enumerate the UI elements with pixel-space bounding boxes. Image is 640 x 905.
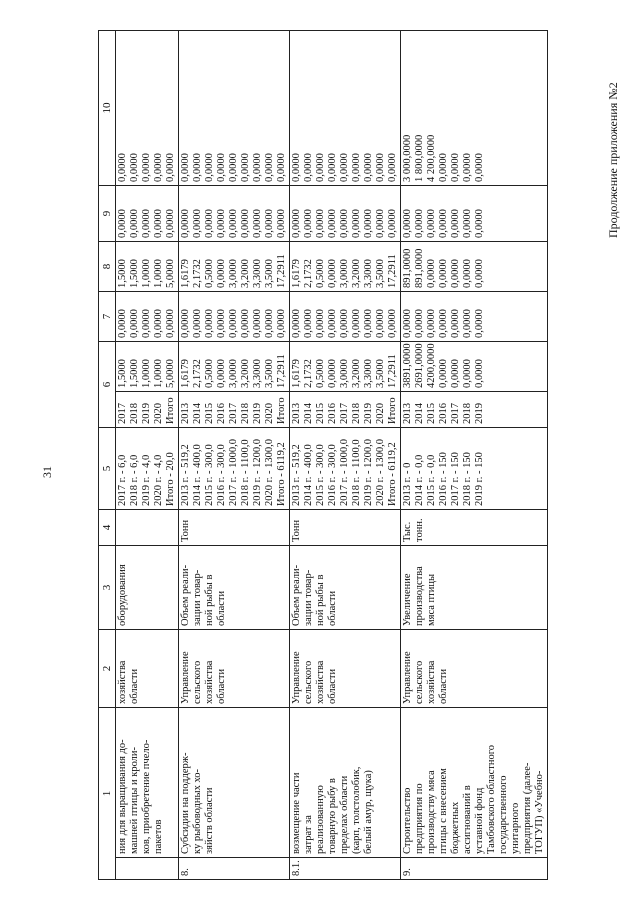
total-funding-cell: [116, 342, 179, 392]
indicator-values-cell-value: 2020 г. - 1300,0: [375, 439, 386, 506]
local-budget-cell-value: 0,0000: [363, 209, 374, 238]
extrabudgetary-cell-value: 0,0000: [252, 153, 263, 182]
federal-budget-cell-value: 0,0000: [117, 309, 128, 338]
regional-budget-cell-value: 3,3000: [252, 259, 263, 288]
indicator-values-cell-value: 2019 г. - 1200,0: [252, 439, 263, 506]
year-cell: [116, 392, 179, 428]
regional-budget-cell-value: 3,5000: [375, 259, 386, 288]
federal-budget-cell-value: 0,0000: [264, 309, 275, 338]
federal-budget-cell-value: 0,0000: [462, 309, 473, 338]
federal-budget-cell-value: 0,0000: [252, 309, 263, 338]
federal-budget-cell-value: 0,0000: [129, 309, 140, 338]
program-table: [98, 30, 548, 880]
federal-budget-cell: [116, 292, 179, 342]
regional-budget-cell: [116, 242, 179, 292]
extrabudgetary-cell-value: 0,0000: [276, 153, 287, 182]
indicator-values-cell-value: 2019 г. - 1200,0: [363, 439, 374, 506]
local-budget-cell-value: 0,0000: [153, 209, 164, 238]
regional-budget-cell-value: 3,2000: [351, 259, 362, 288]
indicator-values-cell: [290, 428, 401, 510]
regional-budget-cell: [179, 242, 290, 292]
regional-budget-cell-value: 0,0000: [216, 259, 227, 288]
extrabudgetary-cell-value: 0,0000: [141, 153, 152, 182]
local-budget-cell-value: 0,0000: [165, 209, 176, 238]
federal-budget-cell-value: 0,0000: [375, 309, 386, 338]
total-funding-cell-value: 5,0000: [165, 359, 176, 388]
local-budget-cell-value: 0,0000: [315, 209, 326, 238]
local-budget-cell-value: 0,0000: [192, 209, 203, 238]
federal-budget-cell-value: 0,0000: [363, 309, 374, 338]
regional-budget-cell-value: 3,0000: [228, 259, 239, 288]
year-cell-value: 2013: [402, 403, 413, 424]
regional-budget-cell-value: 2,1732: [192, 259, 203, 288]
row-number-cell: [116, 858, 179, 880]
indicator-values-cell-value: Итого - 6119,2: [276, 442, 287, 506]
indicator-values-cell-value: 2014 г. - 0,0: [414, 454, 425, 506]
local-budget-cell-value: 0,0000: [387, 209, 398, 238]
extrabudgetary-cell: [401, 31, 548, 186]
year-cell-value: 2019: [363, 403, 374, 424]
local-budget-cell-value: 0,0000: [327, 209, 338, 238]
header-cell-6: 6: [99, 342, 116, 428]
indicator-values-cell-value: 2019 г. - 150: [474, 452, 485, 506]
regional-budget-cell-value: 891,0000: [414, 248, 425, 288]
regional-budget-cell-value: 5,0000: [165, 259, 176, 288]
regional-budget-cell-value: 1,6179: [291, 259, 302, 288]
year-cell-value: 2016: [216, 403, 227, 424]
table-header-row: [99, 31, 116, 880]
total-funding-cell-value: 0,0000: [216, 359, 227, 388]
year-cell-value: 2016: [327, 403, 338, 424]
year-cell-value: 2019: [141, 403, 152, 424]
extrabudgetary-cell-value: 0,0000: [474, 153, 485, 182]
table-row: [116, 31, 179, 880]
regional-budget-cell-value: 2,1732: [303, 259, 314, 288]
indicator-values-cell-value: Итого - 6119,2: [387, 442, 398, 506]
indicator-values-cell-value: 2016 г. - 150: [438, 452, 449, 506]
year-cell-value: 2014: [303, 403, 314, 424]
extrabudgetary-cell-value: 0,0000: [216, 153, 227, 182]
indicator-cell: оборудования: [116, 546, 179, 630]
local-budget-cell-value: 0,0000: [438, 209, 449, 238]
extrabudgetary-cell-value: 0,0000: [264, 153, 275, 182]
extrabudgetary-cell-value: 0,0000: [192, 153, 203, 182]
indicator-values-cell-value: 2020 г. - 1300,0: [264, 439, 275, 506]
federal-budget-cell-value: 0,0000: [141, 309, 152, 338]
year-cell-value: 2015: [204, 403, 215, 424]
regional-budget-cell: [401, 242, 548, 292]
header-cell-8: 8: [99, 242, 116, 292]
local-budget-cell-value: 0,0000: [450, 209, 461, 238]
indicator-cell: Объем реали- зации товар- ной рыбы в области: [290, 546, 401, 630]
year-cell-value: 2018: [240, 403, 251, 424]
regional-budget-cell-value: 0,5000: [315, 259, 326, 288]
total-funding-cell-value: 17,2911: [387, 354, 398, 388]
total-funding-cell-value: 3,0000: [339, 359, 350, 388]
federal-budget-cell-value: 0,0000: [165, 309, 176, 338]
local-budget-cell: [116, 186, 179, 242]
regional-budget-cell-value: 17,2911: [276, 254, 287, 288]
total-funding-cell-value: 0,0000: [327, 359, 338, 388]
extrabudgetary-cell-value: 0,0000: [117, 153, 128, 182]
regional-budget-cell-value: 3,3000: [363, 259, 374, 288]
federal-budget-cell-value: 0,0000: [180, 309, 191, 338]
activity-name-cell: ния для выращивания до- машней птицы и кроли- ков, приобретение пчело- пакетов: [116, 708, 179, 858]
indicator-values-cell-value: 2014 г. - 400,0: [192, 444, 203, 506]
year-cell-value: 2016: [438, 403, 449, 424]
regional-budget-cell-value: 0,0000: [450, 259, 461, 288]
row-number-cell: 8.: [179, 858, 290, 880]
year-cell-value: 2020: [264, 403, 275, 424]
extrabudgetary-cell: [290, 31, 401, 186]
unit-cell: [116, 510, 179, 546]
table-row: [290, 31, 401, 880]
indicator-values-cell-value: 2018 г. - 150: [462, 452, 473, 506]
indicator-values-cell: [179, 428, 290, 510]
extrabudgetary-cell-value: 0,0000: [204, 153, 215, 182]
table-row: [179, 31, 290, 880]
local-budget-cell-value: 0,0000: [252, 209, 263, 238]
extrabudgetary-cell-value: 0,0000: [240, 153, 251, 182]
table-container: [98, 30, 548, 880]
activity-name-cell: возмещение части затрат за реализованную товарную рыбу в пределах области (карп, толстолобик, белый амур, щука): [290, 708, 401, 858]
total-funding-cell-value: 3,2000: [351, 359, 362, 388]
local-budget-cell-value: 0,0000: [474, 209, 485, 238]
local-budget-cell-value: 0,0000: [414, 209, 425, 238]
indicator-values-cell-value: 2017 г. - 1000,0: [228, 439, 239, 506]
extrabudgetary-cell-value: 0,0000: [351, 153, 362, 182]
indicator-values-cell-value: 2015 г. - 300,0: [315, 444, 326, 506]
total-funding-cell-value: 0,5000: [204, 359, 215, 388]
total-funding-cell: [179, 342, 290, 392]
federal-budget-cell-value: 0,0000: [276, 309, 287, 338]
federal-budget-cell-value: 0,0000: [450, 309, 461, 338]
indicator-values-cell-value: 2013 г. - 519,2: [291, 444, 302, 506]
indicator-values-cell-value: 2013 г. - 0: [402, 462, 413, 506]
appendix-continuation-title: Продолжение приложения №2: [606, 82, 620, 238]
extrabudgetary-cell-value: 4 200,0000: [426, 134, 437, 182]
local-budget-cell-value: 0,0000: [180, 209, 191, 238]
year-cell-value: 2013: [180, 403, 191, 424]
total-funding-cell-value: 0,0000: [438, 359, 449, 388]
regional-budget-cell-value: 1,5000: [117, 259, 128, 288]
local-budget-cell-value: 0,0000: [402, 209, 413, 238]
header-cell-1: 1: [99, 708, 116, 880]
total-funding-cell-value: 1,6179: [180, 359, 191, 388]
total-funding-cell-value: 2691,0000: [414, 343, 425, 388]
local-budget-cell: [401, 186, 548, 242]
year-cell: [401, 392, 548, 428]
year-cell-value: Итого: [165, 397, 176, 424]
year-cell-value: 2014: [414, 403, 425, 424]
header-cell-2: 2: [99, 630, 116, 708]
regional-budget-cell-value: 1,5000: [129, 259, 140, 288]
total-funding-cell-value: 3,2000: [240, 359, 251, 388]
local-budget-cell-value: 0,0000: [276, 209, 287, 238]
federal-budget-cell: [401, 292, 548, 342]
activity-name-cell: Строительство предприятия по производству мяса птицы с внесением бюджетных ассигнований в уставной фонд Тамбовского областного государственного унитарного предприятия (далее- ТОГУП) «Учебно-: [401, 708, 548, 858]
local-budget-cell: [290, 186, 401, 242]
year-cell: [179, 392, 290, 428]
local-budget-cell-value: 0,0000: [339, 209, 350, 238]
total-funding-cell-value: 2,1732: [303, 359, 314, 388]
indicator-values-cell-value: 2020 г. - 4,0: [153, 454, 164, 506]
indicator-values-cell-value: 2019 г. - 4,0: [141, 454, 152, 506]
year-cell-value: 2018: [351, 403, 362, 424]
extrabudgetary-cell-value: 0,0000: [303, 153, 314, 182]
table-row: [401, 31, 548, 880]
federal-budget-cell-value: 0,0000: [414, 309, 425, 338]
year-cell-value: 2017: [228, 403, 239, 424]
indicator-values-cell-value: 2013 г. - 519,2: [180, 444, 191, 506]
indicator-values-cell-value: 2017 г. - 1000,0: [339, 439, 350, 506]
regional-budget-cell-value: 0,0000: [474, 259, 485, 288]
extrabudgetary-cell-value: 0,0000: [129, 153, 140, 182]
total-funding-cell: [290, 342, 401, 392]
federal-budget-cell-value: 0,0000: [438, 309, 449, 338]
local-budget-cell-value: 0,0000: [117, 209, 128, 238]
federal-budget-cell-value: 0,0000: [240, 309, 251, 338]
year-cell-value: 2017: [339, 403, 350, 424]
regional-budget-cell-value: 891,0000: [402, 248, 413, 288]
federal-budget-cell-value: 0,0000: [327, 309, 338, 338]
year-cell-value: Итого: [387, 397, 398, 424]
year-cell-value: 2018: [462, 403, 473, 424]
header-cell-3: 3: [99, 546, 116, 630]
federal-budget-cell-value: 0,0000: [474, 309, 485, 338]
year-cell-value: 2019: [252, 403, 263, 424]
extrabudgetary-cell-value: 0,0000: [363, 153, 374, 182]
local-budget-cell-value: 0,0000: [351, 209, 362, 238]
header-cell-4: 4: [99, 510, 116, 546]
federal-budget-cell-value: 0,0000: [204, 309, 215, 338]
total-funding-cell-value: 2,1732: [192, 359, 203, 388]
year-cell-value: 2017: [117, 403, 128, 424]
unit-cell: Тонн: [290, 510, 401, 546]
local-budget-cell-value: 0,0000: [291, 209, 302, 238]
year-cell-value: 2015: [315, 403, 326, 424]
total-funding-cell-value: 3,5000: [264, 359, 275, 388]
federal-budget-cell-value: 0,0000: [426, 309, 437, 338]
total-funding-cell-value: 3,3000: [363, 359, 374, 388]
extrabudgetary-cell-value: 3 000,0000: [402, 134, 413, 182]
local-budget-cell: [179, 186, 290, 242]
federal-budget-cell-value: 0,0000: [228, 309, 239, 338]
extrabudgetary-cell: [116, 31, 179, 186]
regional-budget-cell-value: 3,5000: [264, 259, 275, 288]
extrabudgetary-cell-value: 0,0000: [387, 153, 398, 182]
extrabudgetary-cell-value: 0,0000: [339, 153, 350, 182]
regional-budget-cell: [290, 242, 401, 292]
indicator-values-cell-value: 2018 г. - 1100,0: [240, 439, 251, 506]
header-cell-9: 9: [99, 186, 116, 242]
local-budget-cell-value: 0,0000: [240, 209, 251, 238]
executor-cell: хозяйства области: [116, 630, 179, 708]
total-funding-cell-value: 3,5000: [375, 359, 386, 388]
total-funding-cell-value: 0,0000: [450, 359, 461, 388]
indicator-cell: Объем реали- зации товар- ной рыбы в области: [179, 546, 290, 630]
local-budget-cell-value: 0,0000: [303, 209, 314, 238]
indicator-values-cell-value: 2016 г. - 300,0: [327, 444, 338, 506]
regional-budget-cell-value: 3,2000: [240, 259, 251, 288]
header-cell-5: 5: [99, 428, 116, 510]
federal-budget-cell-value: 0,0000: [402, 309, 413, 338]
header-cell-10: 10: [99, 31, 116, 186]
row-number-cell: 8.1.: [290, 858, 401, 880]
year-cell-value: 2020: [375, 403, 386, 424]
extrabudgetary-cell-value: 0,0000: [180, 153, 191, 182]
year-cell-value: 2015: [426, 403, 437, 424]
extrabudgetary-cell-value: 0,0000: [153, 153, 164, 182]
total-funding-cell-value: 1,0000: [153, 359, 164, 388]
federal-budget-cell-value: 0,0000: [303, 309, 314, 338]
indicator-values-cell-value: 2018 г. - 6,0: [129, 454, 140, 506]
regional-budget-cell-value: 17,2911: [387, 254, 398, 288]
local-budget-cell-value: 0,0000: [216, 209, 227, 238]
local-budget-cell-value: 0,0000: [129, 209, 140, 238]
table-body: [99, 31, 548, 880]
activity-name-cell: Субсидии на поддерж- ку рыбоводных хо- зяйств области: [179, 708, 290, 858]
unit-cell: Тыс. тонн.: [401, 510, 548, 546]
total-funding-cell-value: 3891,0000: [402, 343, 413, 388]
indicator-values-cell: [401, 428, 548, 510]
total-funding-cell-value: 1,0000: [141, 359, 152, 388]
executor-cell: Управление сельского хозяйства области: [401, 630, 548, 708]
regional-budget-cell-value: 0,0000: [426, 259, 437, 288]
extrabudgetary-cell-value: 0,0000: [462, 153, 473, 182]
total-funding-cell: [401, 342, 548, 392]
federal-budget-cell-value: 0,0000: [192, 309, 203, 338]
local-budget-cell-value: 0,0000: [375, 209, 386, 238]
year-cell-value: 2020: [153, 403, 164, 424]
header-cell-7: 7: [99, 292, 116, 342]
extrabudgetary-cell-value: 0,0000: [228, 153, 239, 182]
total-funding-cell-value: 1,6179: [291, 359, 302, 388]
local-budget-cell-value: 0,0000: [462, 209, 473, 238]
extrabudgetary-cell-value: 0,0000: [438, 153, 449, 182]
indicator-values-cell-value: 2014 г. - 400,0: [303, 444, 314, 506]
regional-budget-cell-value: 0,0000: [327, 259, 338, 288]
extrabudgetary-cell-value: 0,0000: [165, 153, 176, 182]
extrabudgetary-cell-value: 0,0000: [450, 153, 461, 182]
federal-budget-cell: [290, 292, 401, 342]
regional-budget-cell-value: 3,0000: [339, 259, 350, 288]
local-budget-cell-value: 0,0000: [426, 209, 437, 238]
total-funding-cell-value: 17,2911: [276, 354, 287, 388]
year-cell-value: Итого: [276, 397, 287, 424]
indicator-values-cell-value: 2017 г. - 150: [450, 452, 461, 506]
year-cell-value: 2018: [129, 403, 140, 424]
federal-budget-cell-value: 0,0000: [351, 309, 362, 338]
federal-budget-cell-value: 0,0000: [153, 309, 164, 338]
regional-budget-cell-value: 1,0000: [141, 259, 152, 288]
regional-budget-cell-value: 1,0000: [153, 259, 164, 288]
total-funding-cell-value: 3,3000: [252, 359, 263, 388]
extrabudgetary-cell-value: 0,0000: [291, 153, 302, 182]
total-funding-cell-value: 0,0000: [474, 359, 485, 388]
local-budget-cell-value: 0,0000: [204, 209, 215, 238]
federal-budget-cell-value: 0,0000: [339, 309, 350, 338]
year-cell: [290, 392, 401, 428]
indicator-values-cell-value: 2015 г. - 300,0: [204, 444, 215, 506]
federal-budget-cell: [179, 292, 290, 342]
row-number-cell: 9.: [401, 858, 548, 880]
year-cell-value: 2014: [192, 403, 203, 424]
indicator-cell: Увеличение производства мяса птицы: [401, 546, 548, 630]
indicator-values-cell: [116, 428, 179, 510]
total-funding-cell-value: 0,0000: [462, 359, 473, 388]
year-cell-value: 2013: [291, 403, 302, 424]
total-funding-cell-value: 1,5000: [117, 359, 128, 388]
total-funding-cell-value: 1,5000: [129, 359, 140, 388]
regional-budget-cell-value: 0,0000: [462, 259, 473, 288]
local-budget-cell-value: 0,0000: [264, 209, 275, 238]
federal-budget-cell-value: 0,0000: [387, 309, 398, 338]
indicator-values-cell-value: 2018 г. - 1100,0: [351, 439, 362, 506]
executor-cell: Управление сельского хозяйства области: [290, 630, 401, 708]
federal-budget-cell-value: 0,0000: [291, 309, 302, 338]
total-funding-cell-value: 4200,0000: [426, 343, 437, 388]
year-cell-value: 2019: [474, 403, 485, 424]
indicator-values-cell-value: Итого - 20,0: [165, 452, 176, 506]
federal-budget-cell-value: 0,0000: [315, 309, 326, 338]
regional-budget-cell-value: 1,6179: [180, 259, 191, 288]
extrabudgetary-cell-value: 0,0000: [327, 153, 338, 182]
total-funding-cell-value: 3,0000: [228, 359, 239, 388]
extrabudgetary-cell-value: 0,0000: [375, 153, 386, 182]
year-cell-value: 2017: [450, 403, 461, 424]
indicator-values-cell-value: 2017 г. - 6,0: [117, 454, 128, 506]
local-budget-cell-value: 0,0000: [228, 209, 239, 238]
extrabudgetary-cell-value: 1 800,0000: [414, 134, 425, 182]
indicator-values-cell-value: 2015 г. - 0,0: [426, 454, 437, 506]
unit-cell: Тонн: [179, 510, 290, 546]
extrabudgetary-cell-value: 0,0000: [315, 153, 326, 182]
indicator-values-cell-value: 2016 г. - 300,0: [216, 444, 227, 506]
page-number: 31: [40, 466, 54, 478]
executor-cell: Управление сельского хозяйства области: [179, 630, 290, 708]
federal-budget-cell-value: 0,0000: [216, 309, 227, 338]
regional-budget-cell-value: 0,5000: [204, 259, 215, 288]
local-budget-cell-value: 0,0000: [141, 209, 152, 238]
total-funding-cell-value: 0,5000: [315, 359, 326, 388]
regional-budget-cell-value: 0,0000: [438, 259, 449, 288]
extrabudgetary-cell: [179, 31, 290, 186]
